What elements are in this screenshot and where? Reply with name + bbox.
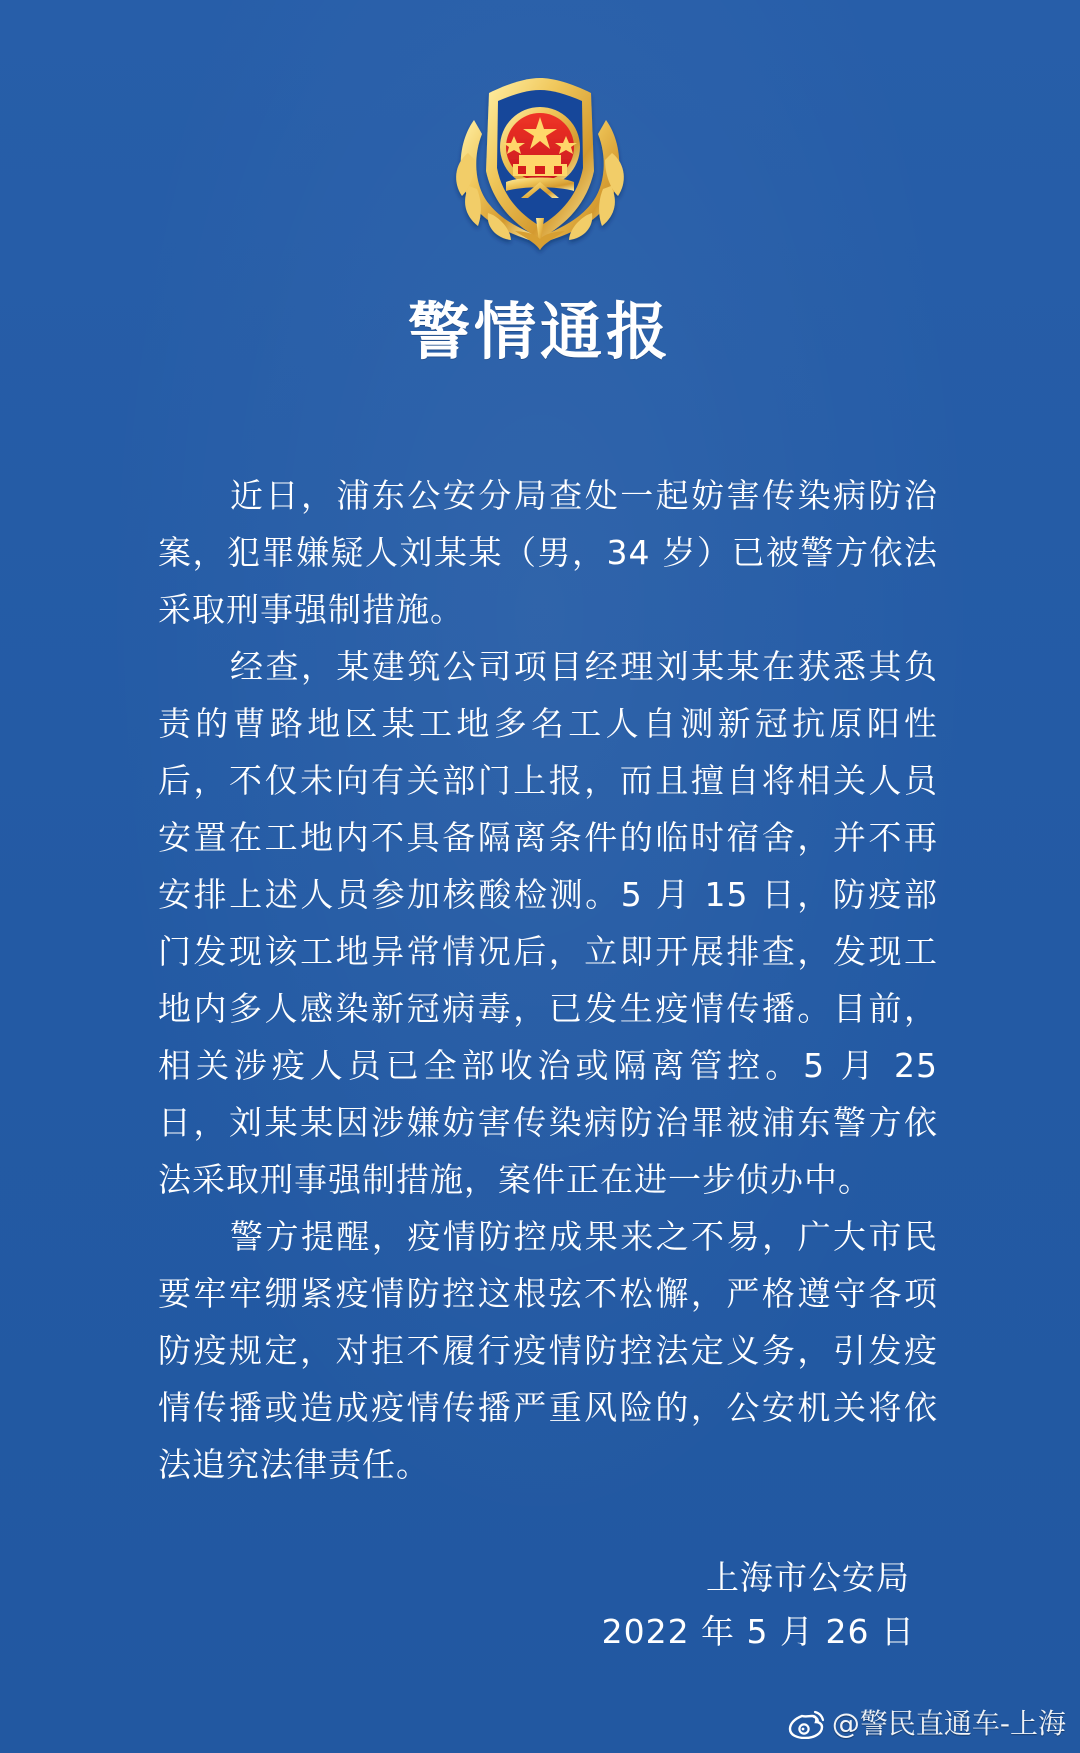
body-paragraph-3: 警方提醒，疫情防控成果来之不易，广大市民要牢牢绷紧疫情防控这根弦不松懈，严格遵守各项防疫规定，对拒不履行疫情防控法定义务，引发疫情传播或造成疫情传播严重风险的，公安机关将依法追究法律责任。 — [158, 1217, 938, 1484]
weibo-icon — [788, 1709, 826, 1739]
police-emblem-icon — [444, 70, 636, 258]
notice-title: 警情通报 — [407, 295, 672, 368]
body-paragraph-2: 经查，某建筑公司项目经理刘某某在获悉其负责的曹路地区某工地多名工人自测新冠抗原阳性后，不仅未向有关部门上报，而且擅自将相关人员安置在工地内不具备隔离条件的临时宿舍，并不再安排上述人员参加核酸检测。5 月 15 日，防疫部门发现该工地异常情况后，立即开展排查，发现工地内多人感染新冠病毒，已发生疫情传播。目前，相关涉疫人员已全部收治或隔离管控。5 月 25 日，刘某某因涉嫌妨害传染病防治罪被浦东警方依法采取刑事强制措施，案件正在进一步侦办中。 — [158, 647, 938, 1199]
watermark-text: @警民直通车-上海 — [831, 1707, 1066, 1740]
weibo-watermark — [788, 1703, 1066, 1745]
issuer: 上海市公安局 — [706, 1558, 910, 1597]
notice-body — [158, 467, 938, 1493]
body-paragraph-1: 近日，浦东公安分局查处一起妨害传染病防治案，犯罪嫌疑人刘某某（男，34 岁）已被警方依法采取刑事强制措施。 — [158, 476, 938, 629]
issue-date: 2022 年 5 月 26 日 — [601, 1612, 915, 1651]
